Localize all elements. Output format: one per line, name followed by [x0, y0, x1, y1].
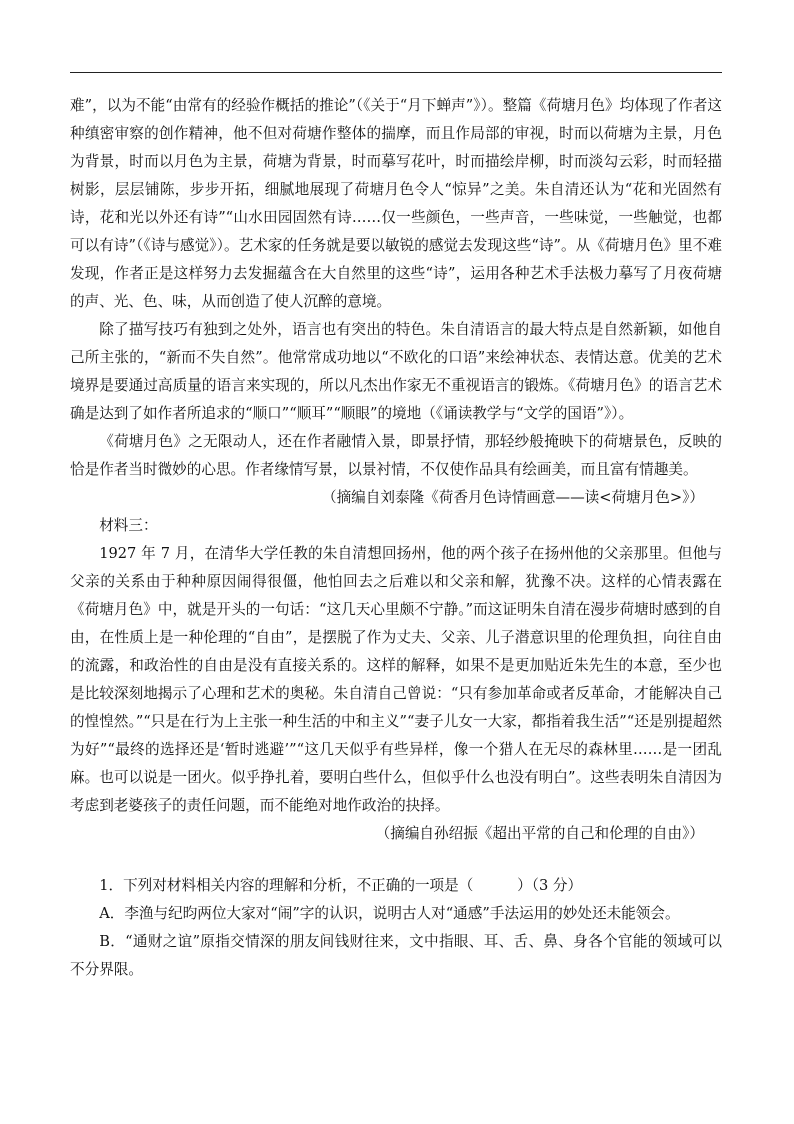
- material-3-label: 材料三：: [99, 517, 158, 534]
- document-body: [70, 92, 722, 984]
- paragraph-language: 除了描写技巧有独到之处外，语言也有突出的特色。朱自清语言的最大特点是自然新颖，如他自己所主张的，“新而不失自然”。他常常成功地以“不欧化的口语”来绘神状态、表情达意。优美的艺术境界是要通过高质量的语言来实现的，所以凡杰出作家无不重视语言的锻炼。《荷塘月色》的语言艺术确是达到了如作者所追求的“顺口”“顺耳”“顺眼”的境地（《诵读教学与“文学的国语”》）。: [70, 321, 722, 422]
- attribution-liu: （摘编自刘泰隆《荷香月色诗情画意——读<荷塘月色>》）: [321, 489, 704, 506]
- attribution-sun: （摘编自孙绍振《超出平常的自己和伦理的自由》）: [375, 825, 704, 842]
- option-b: B．“通财之谊”原指交情深的朋友间钱财往来，文中指眼、耳、舌、鼻、身各个官能的领域可以不分界限。: [70, 933, 722, 978]
- header-rule: [70, 72, 722, 73]
- paragraph-emotion: 《荷塘月色》之无限动人，还在作者融情入景，即景抒情，那轻纱般掩映下的荷塘景色，反映的恰是作者当时微妙的心思。作者缘情写景，以景衬情，不仅使作品具有绘画美，而且富有情趣美。: [70, 433, 722, 478]
- material-3-text: 1927 年 7 月，在清华大学任教的朱自清想回扬州，他的两个孩子在扬州他的父亲那里。但他与父亲的关系由于种种原因闹得很僵，他怕回去之后难以和父亲和解，犹豫不决。这样的心情表露在《荷塘月色》中，就是开头的一句话：“这几天心里颇不宁静。”而这证明朱自清在漫步荷塘时感到的自由，在性质上是一种伦理的“自由”，是摆脱了作为丈夫、父亲、儿子潜意识里的伦理负担，向往自由的流露，和政治性的自由是没有直接关系的。这样的解释，如果不是更加贴近朱先生的本意，至少也是比较深刻地揭示了心理和艺术的奥秘。朱自清自己曾说：“只有参加革命或者反革命，才能解决自己的惶惶然。”“只是在行为上主张一种生活的中和主义”“妻子儿女一大家，都指着我生活”“还是别提超然为好”“最终的选择还是‘暂时逃避’”“这几天似乎有些异样，像一个猎人在无尽的森林里……是一团乱麻。也可以说是一团火。似乎挣扎着，要明白些什么，但似乎什么也没有明白”。这些表明朱自清因为考虑到老婆孩子的责任问题，而不能绝对地作政治的抉择。: [70, 545, 722, 814]
- paragraph-continued: 难”，以为不能“由常有的经验作概括的推论”（《关于“月下蝉声”》）。整篇《荷塘月色》均体现了作者这种缜密审察的创作精神，他不但对荷塘作整体的揣摩，而且作局部的审视，时而以荷塘为主景，月色为背景，时而以月色为主景，荷塘为背景，时而摹写花叶，时而描绘岸柳，时而淡勾云彩，时而轻描树影，层层铺陈，步步开拓，细腻地展现了荷塘月色令人“惊异”之美。朱自清还认为“花和光固然有诗，花和光以外还有诗”“山水田园固然有诗……仅一些颜色，一些声音，一些味觉，一些触觉，也都可以有诗”（《诗与感觉》）。艺术家的任务就是要以敏锐的感觉去发现这些“诗”。从《荷塘月色》里不难发现，作者正是这样努力去发掘蕴含在大自然里的这些“诗”，运用各种艺术手法极力摹写了月夜荷塘的声、光、色、味，从而创造了使人沉醉的意境。: [70, 97, 722, 310]
- question-1: 1．下列对材料相关内容的理解和分析，不正确的一项是（ ）（3 分）: [99, 877, 583, 894]
- option-a: A．李渔与纪昀两位大家对“闹”字的认识，说明古人对“通感”手法运用的妙处还未能领会。: [99, 905, 680, 922]
